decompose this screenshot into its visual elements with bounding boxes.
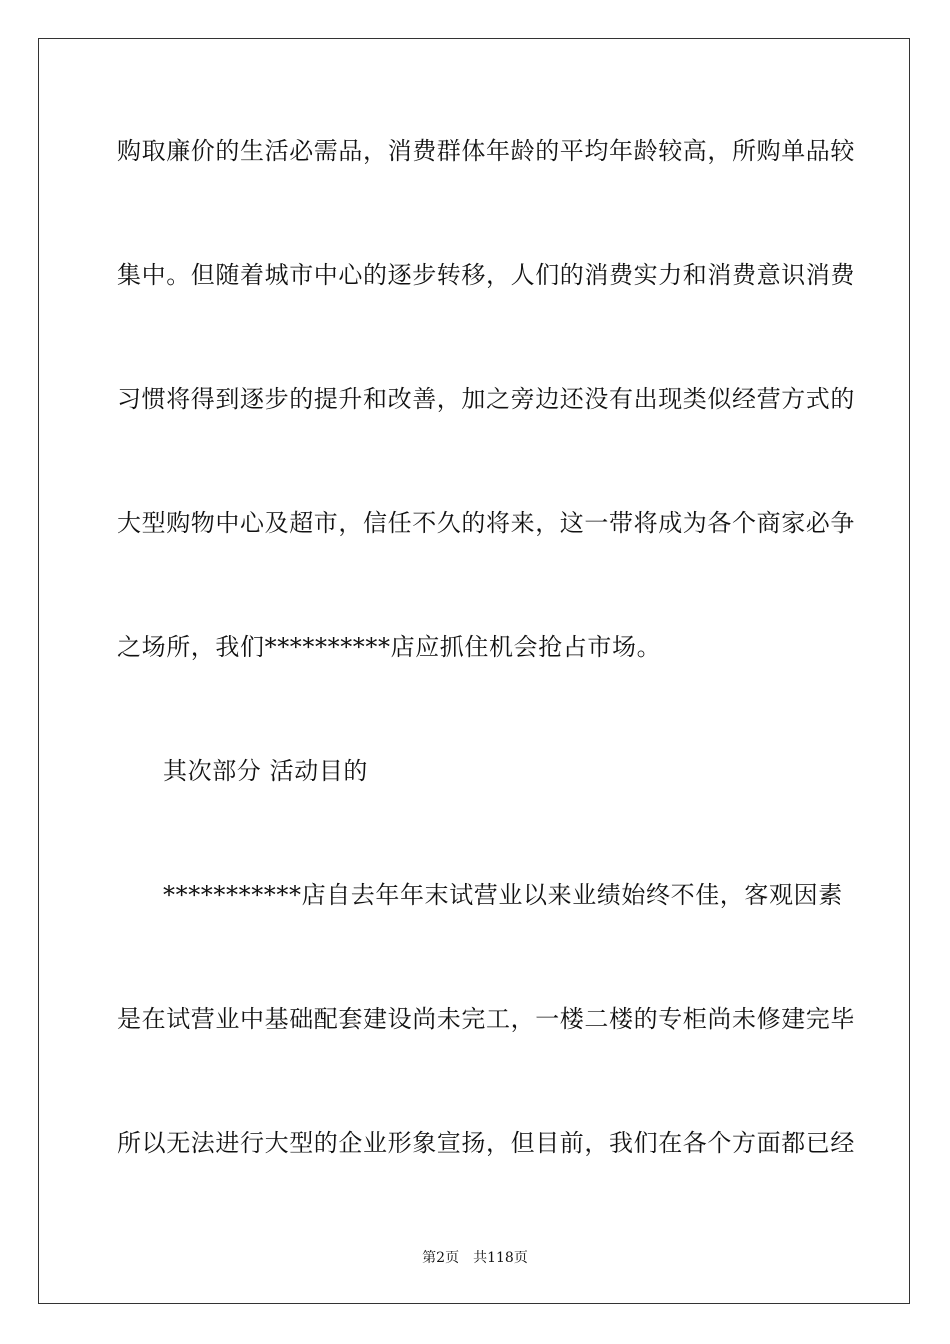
section-heading: 其次部分 活动目的 bbox=[163, 757, 369, 785]
paragraph-line: ***********店自去年年末试营业以来业绩始终不佳，客观因素 bbox=[163, 881, 843, 909]
page-border bbox=[38, 38, 910, 1304]
page-footer bbox=[0, 1248, 950, 1268]
paragraph-line: 大型购物中心及超市，信任不久的将来，这一带将成为各个商家必争 bbox=[117, 509, 855, 537]
paragraph-line: 所以无法进行大型的企业形象宣扬，但目前，我们在各个方面都已经 bbox=[117, 1129, 855, 1157]
paragraph-line: 集中。但随着城市中心的逐步转移，人们的消费实力和消费意识消费 bbox=[117, 261, 855, 289]
paragraph-line: 是在试营业中基础配套建设尚未完工，一楼二楼的专柜尚未修建完毕 bbox=[117, 1005, 855, 1033]
paragraph-line: 之场所，我们**********店应抓住机会抢占市场。 bbox=[117, 633, 662, 661]
paragraph-line: 购取廉价的生活必需品，消费群体年龄的平均年龄较高，所购单品较 bbox=[117, 137, 855, 165]
paragraph-line: 习惯将得到逐步的提升和改善，加之旁边还没有出现类似经营方式的 bbox=[117, 385, 855, 413]
page-total: 共118页 bbox=[473, 1250, 528, 1266]
page-number: 第2页 bbox=[422, 1250, 460, 1266]
